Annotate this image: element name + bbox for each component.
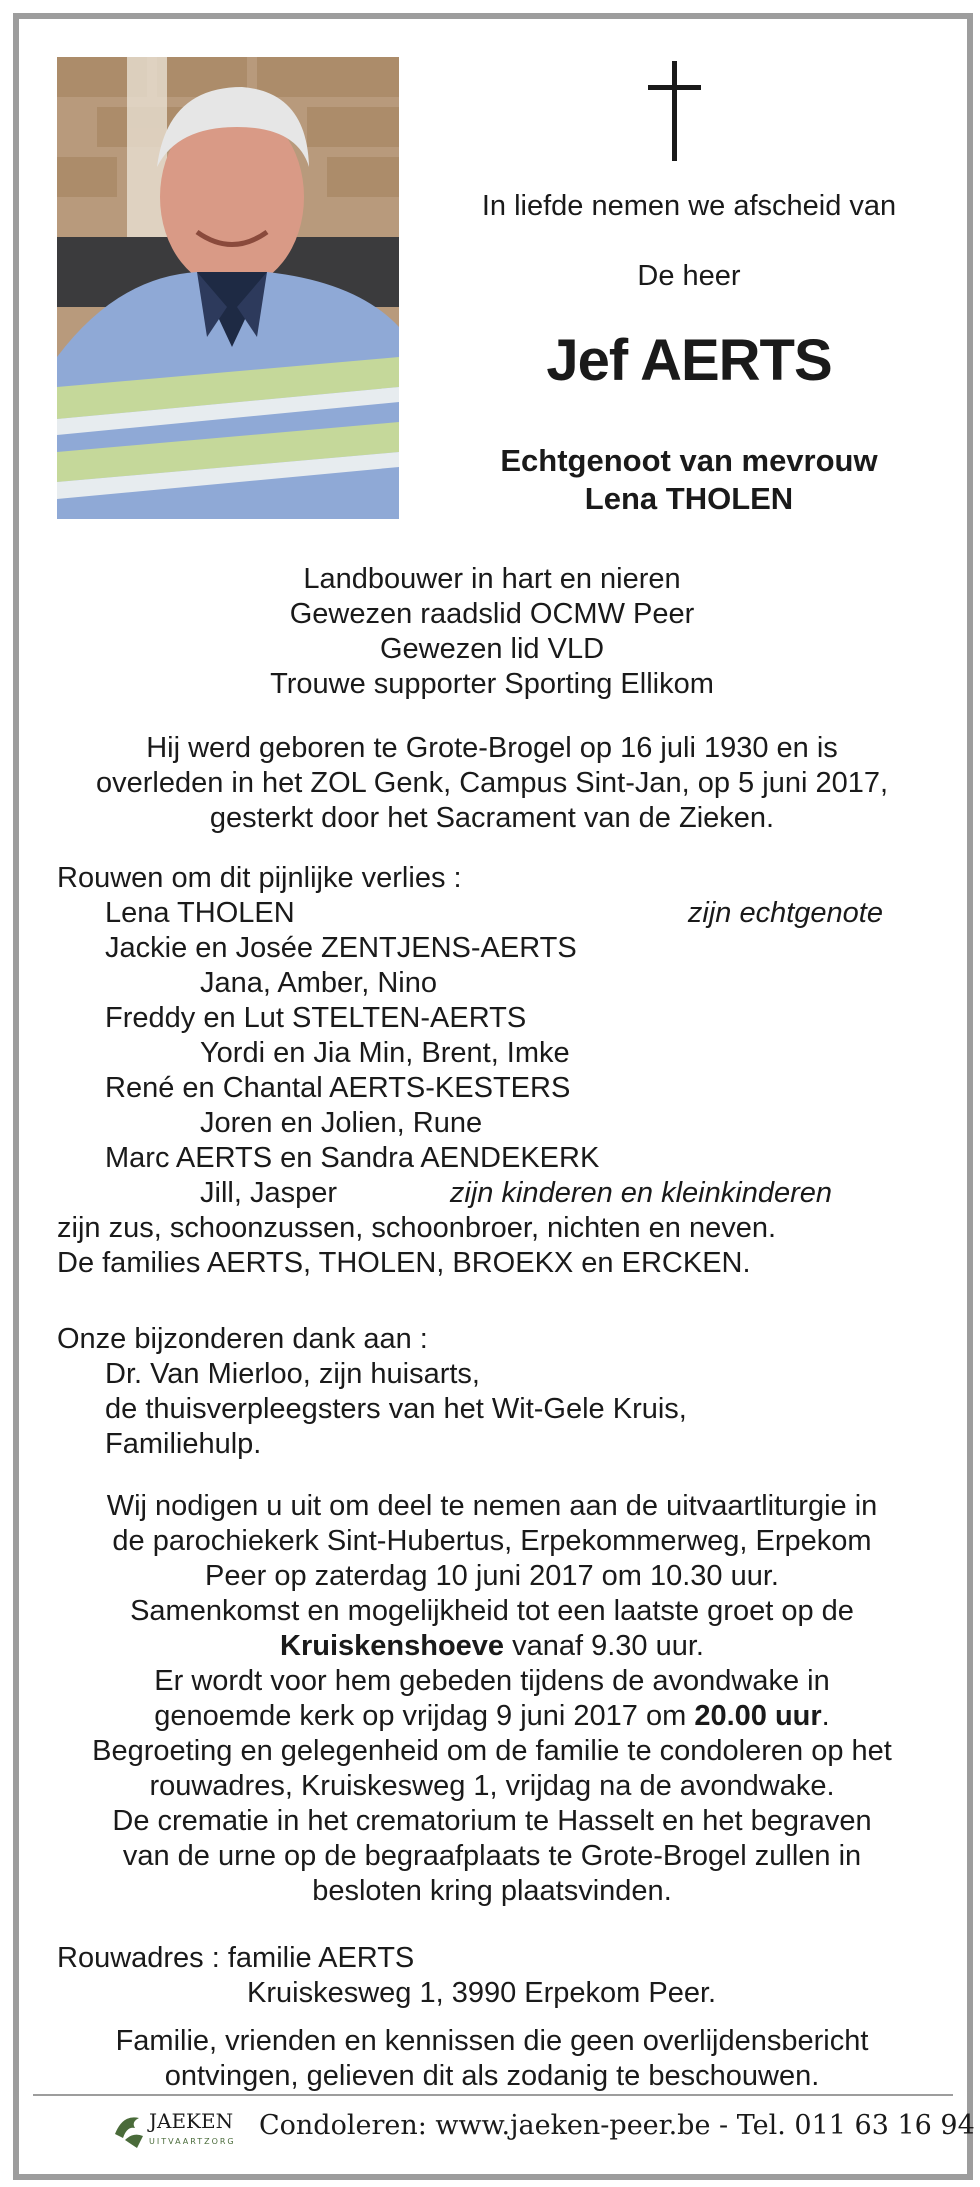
mourner-row — [57, 1071, 927, 1106]
paragraph-line: besloten kring plaatsvinden. — [312, 1875, 672, 1907]
thanks-line: Familiehulp. — [105, 1428, 262, 1460]
mourner-row — [57, 1176, 927, 1211]
paragraph-line: ontvingen, gelieven dit als zodanig te beschouwen. — [164, 2060, 820, 2092]
text-run: . — [821, 1700, 830, 1732]
mourner-row — [57, 1106, 927, 1141]
paragraph-line: Peer op zaterdag 10 juni 2017 om 10.30 uur. — [205, 1560, 779, 1592]
paragraph-line: overleden in het ZOL Genk, Campus Sint-Jan, op 5 juni 2017, — [95, 767, 889, 799]
mourner-name: Marc AERTS en Sandra AENDEKERK — [105, 1142, 600, 1174]
qualities — [57, 562, 927, 702]
address-street: Kruiskesweg 1, 3990 Erpekom Peer. — [247, 1977, 717, 2009]
paragraph-line — [57, 1629, 927, 1664]
quality-line: Gewezen lid VLD — [379, 633, 605, 665]
paragraph-line: Familie, vrienden en kennissen die geen overlijdensbericht — [115, 2025, 869, 2057]
mourner-relation: zijn kinderen en kleinkinderen — [449, 1177, 832, 1209]
mourners-closing: zijn zus, schoonzussen, schoonbroer, nichten en neven. — [57, 1212, 777, 1244]
logo-name: JAEKEN — [149, 2109, 234, 2133]
intro-line: In liefde nemen we afscheid van — [481, 190, 897, 222]
mourner-name: Joren en Jolien, Rune — [200, 1107, 483, 1139]
paragraph-line: de parochiekerk Sint-Hubertus, Erpekommerweg, Erpekom — [112, 1525, 872, 1557]
mourner-row — [57, 1141, 927, 1176]
paragraph-line — [57, 1699, 927, 1734]
paragraph-line: gesterkt door het Sacrament van de Zieken. — [209, 802, 775, 834]
mourner-row — [57, 931, 927, 966]
text-run: genoemde kerk op vrijdag 9 juni 2017 om — [154, 1700, 695, 1732]
thanks-section — [57, 1322, 927, 1462]
quality-line: Trouwe supporter Sporting Ellikom — [270, 668, 714, 700]
venue-name: Kruiskenshoeve — [280, 1630, 505, 1662]
mourner-name: Jill, Jasper — [200, 1177, 337, 1209]
mourner-relation: zijn echtgenote — [687, 897, 883, 929]
condolence-contact: Condoleren: www.jaeken-peer.be - Tel. 011 63 16 94 — [259, 2110, 975, 2141]
mourner-name: René en Chantal AERTS-KESTERS — [105, 1072, 571, 1104]
paragraph-line: Hij werd geboren te Grote-Brogel op 16 juli 1930 en is — [146, 732, 838, 764]
mourner-name: Jana, Amber, Nino — [200, 967, 437, 999]
wake-time: 20.00 uur — [694, 1700, 822, 1732]
mourner-name: Lena THOLEN — [105, 897, 295, 929]
paragraph-line: Er wordt voor hem gebeden tijdens de avondwake in — [154, 1665, 830, 1697]
mourners-section — [57, 861, 927, 1281]
text-run: vanaf 9.30 uur. — [504, 1630, 704, 1662]
paragraph-line: Begroeting en gelegenheid om de familie te condoleren op het — [92, 1735, 892, 1767]
jaeken-logo — [109, 2104, 249, 2154]
thanks-line: Dr. Van Mierloo, zijn huisarts, — [105, 1358, 480, 1390]
mourners-closing: De families AERTS, THOLEN, BROEKX en ERCKEN. — [57, 1247, 751, 1279]
mourner-row — [57, 1036, 927, 1071]
spouse-line-1: Echtgenoot van mevrouw — [500, 443, 878, 478]
mourner-name: Yordi en Jia Min, Brent, Imke — [200, 1037, 570, 1069]
obituary-card — [13, 13, 973, 2180]
quality-line: Gewezen raadslid OCMW Peer — [289, 598, 695, 630]
logo-subtitle: UITVAARTZORG — [149, 2137, 236, 2146]
thanks-line: de thuisverpleegsters van het Wit-Gele Kruis, — [105, 1393, 687, 1425]
paragraph-line: Wij nodigen u uit om deel te nemen aan de uitvaartliturgie in — [106, 1490, 878, 1522]
mourner-name: Freddy en Lut STELTEN-AERTS — [105, 1002, 527, 1034]
mourner-row — [57, 896, 927, 931]
mourner-row — [57, 966, 927, 1001]
address-label: Rouwadres : familie AERTS — [57, 1942, 415, 1974]
paragraph-line: Samenkomst en mogelijkheid tot een laatste groet op de — [130, 1595, 854, 1627]
mourner-row — [57, 1001, 927, 1036]
quality-line: Landbouwer in hart en nieren — [303, 563, 681, 595]
footer-divider — [33, 2094, 953, 2096]
title-prefix: De heer — [637, 260, 741, 292]
spouse-line-2: Lena THOLEN — [584, 481, 794, 516]
notice-paragraph — [57, 2024, 927, 2094]
address-section — [57, 1941, 927, 2011]
paragraph-line: van de urne op de begraafplaats te Grote-Brogel zullen in — [122, 1840, 862, 1872]
birth-death-paragraph — [57, 731, 927, 836]
mourner-list — [57, 896, 927, 1211]
deceased-name: Jef AERTS — [546, 328, 832, 393]
paragraph-line: rouwadres, Kruiskesweg 1, vrijdag na de avondwake. — [149, 1770, 835, 1802]
mourner-name: Jackie en Josée ZENTJENS-AERTS — [105, 932, 577, 964]
mourners-heading: Rouwen om dit pijnlijke verlies : — [57, 862, 462, 894]
thanks-heading: Onze bijzonderen dank aan : — [57, 1323, 428, 1355]
funeral-paragraph — [57, 1489, 927, 1909]
cross-icon — [645, 61, 705, 161]
portrait-photo — [57, 57, 399, 519]
paragraph-line: De crematie in het crematorium te Hasselt en het begraven — [112, 1805, 872, 1837]
